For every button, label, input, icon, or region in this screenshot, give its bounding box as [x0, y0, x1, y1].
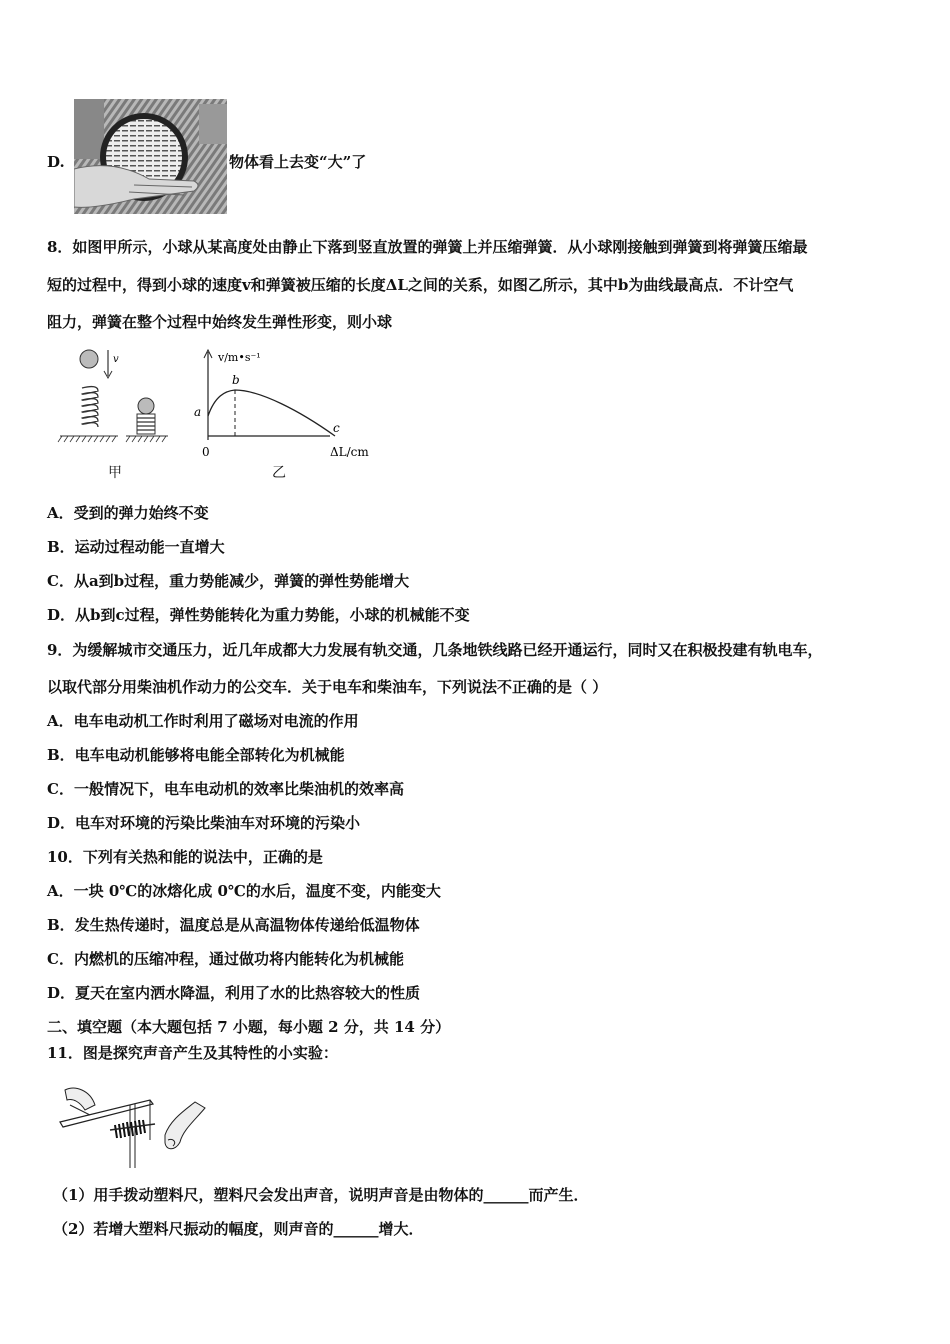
q8-figure-jia [52, 348, 172, 468]
q8-stem-line3: 阻力，弹簧在整个过程中始终发生弹性形变，则小球 [47, 313, 393, 331]
q11-sub2: （2）若增大塑料尺振动的幅度，则声音的______增大． [53, 1220, 424, 1238]
point-c-label: c [333, 421, 340, 435]
ruler-icon [55, 1080, 215, 1170]
q9-stem-line2: 以取代部分用柴油机作动力的公交车．关于电车和柴油车，下列说法不正确的是（ ） [47, 678, 608, 696]
y-axis-label: v/m•s⁻¹ [218, 351, 261, 364]
point-a-label: a [194, 405, 202, 419]
origin-label: 0 [202, 445, 210, 459]
q8-stem-line2: 短的过程中，得到小球的速度v和弹簧被压缩的长度ΔL之间的关系，如图乙所示，其中b为曲线最高点．不计空气 [47, 276, 794, 294]
q9-option-b: B．电车电动机能够将电能全部转化为机械能 [47, 746, 345, 764]
ruler-experiment-figure [55, 1080, 215, 1170]
q9-stem-line1: 9．为缓解城市交通压力，近几年成都大力发展有轨交通，几条地铁线路已经开通运行，同时又在积极投建有轨电车， [47, 641, 823, 659]
spring-ball-diagram [52, 348, 172, 468]
q8-option-b: B．运动过程动能一直增大 [47, 538, 225, 556]
magnifier-icon [74, 99, 227, 214]
q7-option-d-label: D. [47, 153, 65, 171]
section2-heading: 二、填空题（本大题包括 7 小题，每小题 2 分，共 14 分） [47, 1018, 451, 1036]
q8-option-a: A．受到的弹力始终不变 [47, 504, 209, 522]
magnifier-photo [74, 99, 227, 214]
q9-option-a: A．电车电动机工作时利用了磁场对电流的作用 [47, 712, 359, 730]
q8-option-d: D．从b到c过程，弹性势能转化为重力势能，小球的机械能不变 [47, 606, 470, 624]
q10-option-b: B．发生热传递时，温度总是从高温物体传递给低温物体 [47, 916, 420, 934]
q8-stem-line1: 8．如图甲所示，小球从某高度处由静止下落到竖直放置的弹簧上并压缩弹簧．从小球刚接触到弹簧到将弹簧压缩最 [47, 238, 808, 256]
q11-stem: 11．图是探究声音产生及其特性的小实验： [47, 1044, 338, 1062]
figure-label-jia: 甲 [108, 465, 122, 481]
point-b-label: b [232, 373, 240, 387]
q7-option-d-text: 物体看上去变“大”了 [229, 153, 367, 171]
q10-option-d: D．夏天在室内洒水降温，利用了水的比热容较大的性质 [47, 984, 421, 1002]
velocity-graph [190, 346, 380, 466]
q9-option-c: C．一般情况下，电车电动机的效率比柴油机的效率高 [47, 780, 404, 798]
q11-sub1: （1）用手拨动塑料尺，塑料尺会发出声音，说明声音是由物体的______而产生． [53, 1186, 589, 1204]
x-axis-label: ΔL/cm [330, 445, 369, 459]
figure-label-yi: 乙 [272, 465, 286, 481]
v-arrow-label: v [113, 354, 119, 365]
q8-figure-yi [190, 346, 380, 466]
q10-option-a: A．一块 0℃的冰熔化成 0℃的水后，温度不变，内能变大 [47, 882, 441, 900]
q8-option-c: C．从a到b过程，重力势能减少，弹簧的弹性势能增大 [47, 572, 410, 590]
q9-option-d: D．电车对环境的污染比柴油车对环境的污染小 [47, 814, 361, 832]
q10-option-c: C．内燃机的压缩冲程，通过做功将内能转化为机械能 [47, 950, 404, 968]
q10-stem: 10．下列有关热和能的说法中，正确的是 [47, 848, 323, 866]
